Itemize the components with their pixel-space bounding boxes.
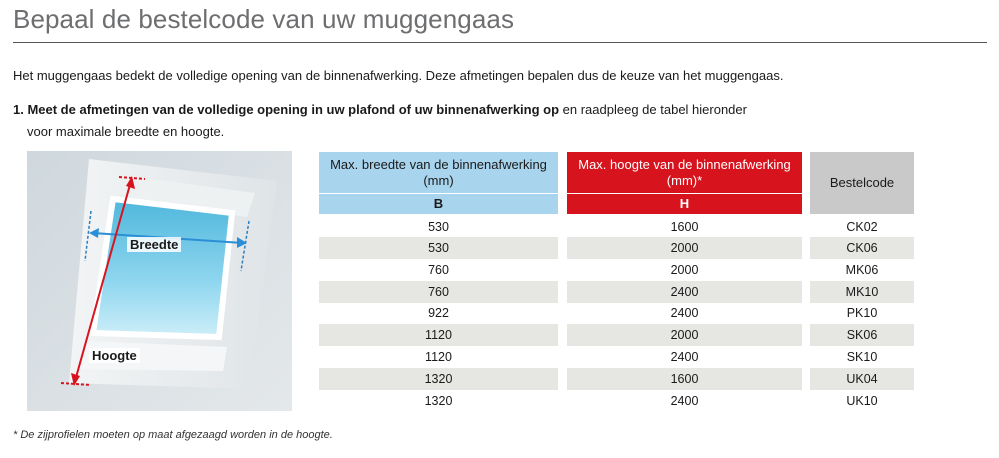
table-row bbox=[0, 281, 999, 303]
cell-code: SK06 bbox=[810, 324, 914, 346]
intro-text: Het muggengaas bedekt de volledige opening van de binnenafwerking. Deze afmetingen bepalen dus de keuze van het muggengaas. bbox=[13, 68, 784, 83]
table-row bbox=[0, 324, 999, 346]
header-width: Max. breedte van de binnenafwerking (mm) bbox=[319, 152, 558, 193]
label-hoogte: Hoogte bbox=[89, 348, 140, 363]
table-row bbox=[0, 259, 999, 281]
cell-height: 1600 bbox=[567, 368, 802, 390]
subheader-h: H bbox=[567, 194, 802, 214]
page-title: Bepaal de bestelcode van uw muggengaas bbox=[13, 4, 515, 34]
cell-height: 2400 bbox=[670, 350, 699, 364]
cell-height: 2000 bbox=[567, 324, 802, 346]
cell-height: 2400 bbox=[670, 306, 699, 320]
footnote: * De zijprofielen moeten op maat afgezaagd worden in de hoogte. bbox=[13, 429, 333, 441]
cell-height: 2000 bbox=[567, 237, 802, 259]
step-line2: voor maximale breedte en hoogte. bbox=[27, 124, 225, 139]
cell-width: 1120 bbox=[425, 350, 452, 364]
label-breedte: Breedte bbox=[127, 237, 181, 252]
table-row bbox=[0, 390, 999, 412]
step-instruction bbox=[13, 99, 747, 143]
cell-width: 530 bbox=[319, 237, 558, 259]
cell-code: CK06 bbox=[810, 237, 914, 259]
cell-height: 2400 bbox=[567, 281, 802, 303]
cell-code: MK06 bbox=[845, 263, 879, 277]
cell-width: 1320 bbox=[424, 394, 453, 408]
cell-width: 760 bbox=[319, 281, 558, 303]
cell-width: 760 bbox=[428, 263, 449, 277]
cell-code: UK10 bbox=[846, 394, 878, 408]
cell-code: MK10 bbox=[810, 281, 914, 303]
cell-height: 2000 bbox=[670, 263, 699, 277]
table-row bbox=[0, 368, 999, 390]
cell-width: 1320 bbox=[319, 368, 558, 390]
cell-width: 922 bbox=[428, 306, 449, 320]
cell-code: SK10 bbox=[846, 350, 878, 364]
cell-code: PK10 bbox=[846, 306, 878, 320]
cell-code: UK04 bbox=[810, 368, 914, 390]
step-bold-text: 1. Meet de afmetingen van de volledige opening in uw plafond of uw binnenafwerking op bbox=[13, 102, 560, 117]
header-height: Max. hoogte van de binnenafwerking (mm)* bbox=[567, 152, 802, 193]
cell-width: 1120 bbox=[319, 324, 558, 346]
header-code: Bestelcode bbox=[810, 152, 914, 214]
table-row bbox=[0, 346, 999, 368]
cell-height: 2400 bbox=[670, 394, 699, 408]
step-rest-text: en raadpleeg de tabel hieronder bbox=[559, 102, 747, 117]
table-row bbox=[0, 302, 999, 324]
cell-height: 1600 bbox=[670, 220, 699, 234]
cell-code: CK02 bbox=[846, 220, 878, 234]
subheader-b: B bbox=[319, 194, 558, 214]
table-row bbox=[0, 216, 999, 238]
title-divider bbox=[13, 42, 987, 43]
cell-width: 530 bbox=[428, 220, 449, 234]
table-row bbox=[0, 237, 999, 259]
